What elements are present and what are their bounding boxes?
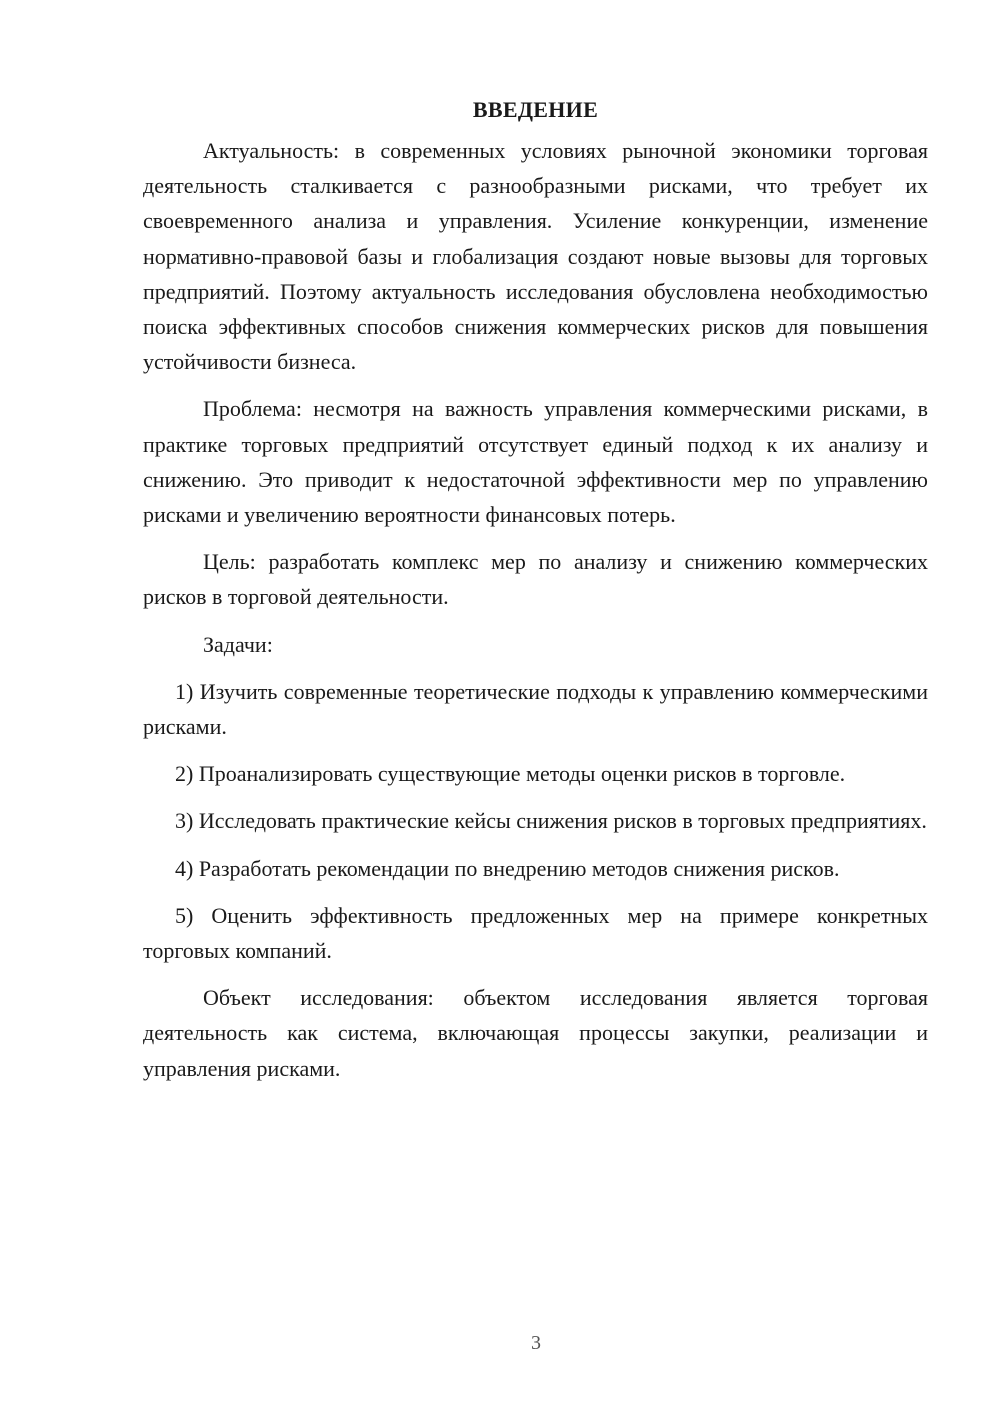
problem-paragraph: Проблема: несмотря на важность управления коммерческими рисками, в практике торговых предприятий отсутствует единый подход к их анализу и снижению. Это приводит к недостаточной эффективности мер по управлению рисками и увеличению вероятности финансовых потерь. — [143, 396, 928, 528]
page-number: 3 — [531, 1332, 541, 1354]
task-item-1: 1) Изучить современные теоретические подходы к управлению коммерческими рисками. — [143, 678, 928, 740]
task-item-5: 5) Оценить эффективность предложенных мер на примере конкретных торговых компаний. — [143, 902, 928, 964]
task-item-3: 3) Исследовать практические кейсы снижения рисков в торговых предприятиях. — [175, 808, 927, 834]
page-body — [143, 92, 928, 1098]
task-item-2: 2) Проанализировать существующие методы оценки рисков в торговле. — [175, 761, 846, 787]
tasks-label: Задачи: — [203, 631, 273, 657]
relevance-paragraph: Актуальность: в современных условиях рыночной экономики торговая деятельность сталкивается с разнообразными рисками, что требует их своевременного анализа и управления. Усиление конкуренции, изменение нормативно-правовой базы и глобализация создают новые вызовы для торговых предприятий. Поэтому актуальность исследования обусловлена необходимостью поиска эффективных способов снижения коммерческих рисков для повышения устойчивости бизнеса. — [143, 138, 928, 375]
goal-paragraph: Цель: разработать комплекс мер по анализу и снижению коммерческих рисков в торговой деятельности. — [143, 549, 928, 610]
task-item-4: 4) Разработать рекомендации по внедрению методов снижения рисков. — [175, 855, 840, 881]
object-paragraph: Объект исследования: объектом исследования является торговая деятельность как система, включающая процессы закупки, реализации и управления рисками. — [143, 985, 928, 1081]
section-heading: ВВЕДЕНИЕ — [472, 97, 599, 122]
